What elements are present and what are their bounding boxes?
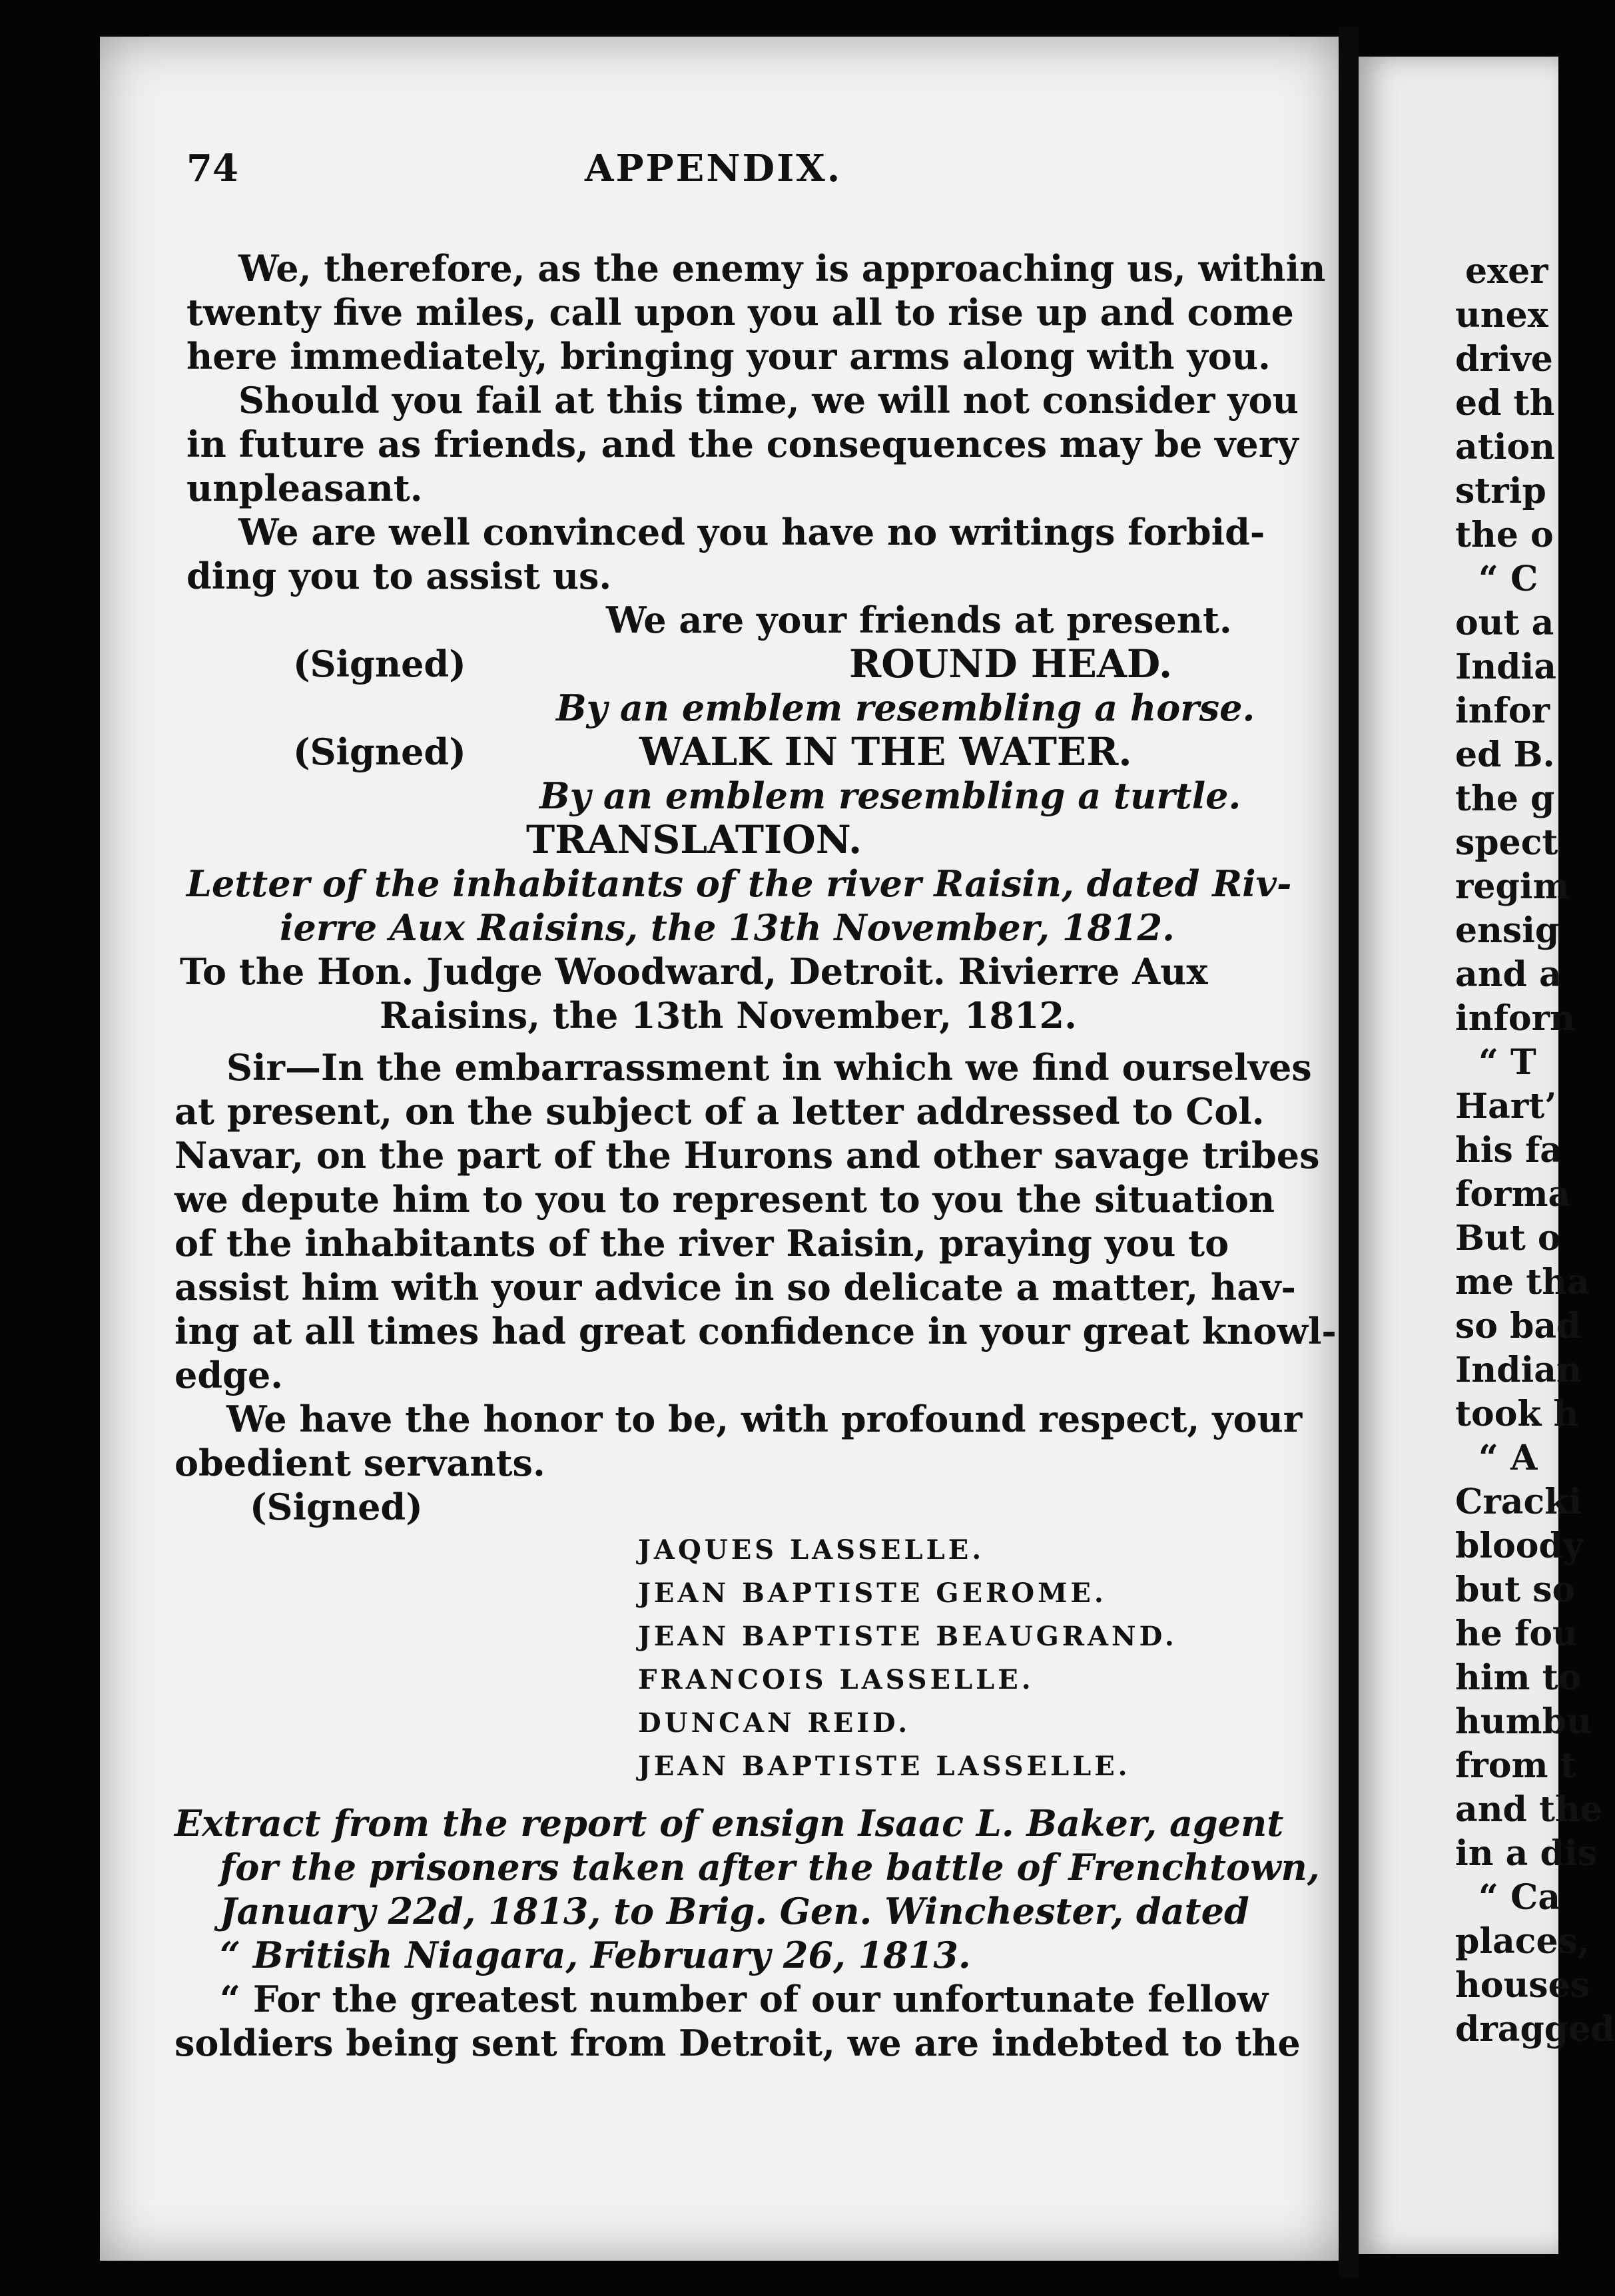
fragment-line: Indian xyxy=(1455,1350,1582,1390)
body-line: Should you fail at this time, we will not consider you xyxy=(238,379,1299,422)
fragment-line: bloody xyxy=(1455,1526,1584,1566)
fragment-line: “ Ca xyxy=(1478,1877,1561,1918)
fragment-line: But o xyxy=(1455,1218,1561,1259)
fragment-line: spect xyxy=(1455,822,1558,863)
body-line: We are well convinced you have no writings forbid- xyxy=(238,511,1265,553)
fragment-line: exer xyxy=(1465,251,1548,292)
signed-label: (Signed) xyxy=(293,643,466,685)
fragment-line: and the xyxy=(1455,1789,1602,1830)
extract-line: for the prisoners taken after the battle of Frenchtown, xyxy=(220,1846,1320,1888)
fragment-line: regim xyxy=(1455,866,1570,907)
letter-line: we depute him to you to represent to you the situation xyxy=(174,1178,1275,1221)
fragment-line: humbu xyxy=(1455,1701,1592,1742)
closing-line: We are your friends at present. xyxy=(606,599,1232,641)
fragment-line: he fou xyxy=(1455,1613,1578,1654)
fragment-line: drive xyxy=(1455,339,1553,380)
letter-line: assist him with your advice in so delicate a matter, hav- xyxy=(174,1266,1296,1308)
letter-line: edge. xyxy=(174,1354,284,1396)
signed-label: (Signed) xyxy=(293,730,466,773)
fragment-line: ation xyxy=(1455,427,1555,467)
body-line: We, therefore, as the enemy is approaching us, within xyxy=(238,247,1326,290)
letter-closing-line: We have the honor to be, with profound respect, your xyxy=(226,1398,1303,1440)
letter-line: Navar, on the part of the Hurons and other savage tribes xyxy=(174,1134,1320,1177)
letter-line: Sir—In the embarrassment in which we find ourselves xyxy=(226,1046,1312,1089)
emblem-note: By an emblem resembling a turtle. xyxy=(539,774,1241,817)
letter-line: at present, on the subject of a letter addressed to Col. xyxy=(174,1090,1265,1133)
signatory: JEAN BAPTISTE LASSELLE. xyxy=(638,1751,1131,1782)
translation-heading: TRANSLATION. xyxy=(526,817,862,862)
signatory: JAQUES LASSELLE. xyxy=(638,1534,985,1566)
fragment-line: me tha xyxy=(1455,1262,1590,1302)
fragment-line: his fa xyxy=(1455,1130,1563,1171)
fragment-line: from t xyxy=(1455,1745,1576,1786)
fragment-line: so bad xyxy=(1455,1306,1581,1346)
signatory: FRANCOIS LASSELLE. xyxy=(638,1664,1034,1695)
fragment-line: “ T xyxy=(1478,1042,1536,1083)
final-line: “ For the greatest number of our unfortunate fellow xyxy=(220,1978,1269,2020)
fragment-line: but so xyxy=(1455,1570,1576,1610)
fragment-line: in a dis xyxy=(1455,1833,1597,1874)
emblem-note: By an emblem resembling a horse. xyxy=(556,687,1255,729)
page-number: 74 xyxy=(186,146,238,190)
fragment-line: Hart’ xyxy=(1455,1086,1557,1127)
final-line: soldiers being sent from Detroit, we are indebted to the xyxy=(174,2022,1301,2064)
fragment-line: places, xyxy=(1455,1921,1590,1962)
letter-title-line: ierre Aux Raisins, the 13th November, 1812. xyxy=(280,906,1175,949)
left-page xyxy=(100,37,1339,2261)
signed-label: (Signed) xyxy=(250,1486,423,1528)
signatory: JEAN BAPTISTE BEAUGRAND. xyxy=(638,1621,1177,1652)
signatory: JEAN BAPTISTE GEROME. xyxy=(638,1578,1107,1609)
body-line: unpleasant. xyxy=(186,467,423,509)
running-title: APPENDIX. xyxy=(585,146,842,190)
signatory: DUNCAN REID. xyxy=(638,1707,911,1739)
fragment-line: infor xyxy=(1455,691,1550,731)
fragment-line: dragged xyxy=(1455,2009,1615,2050)
address-line: Raisins, the 13th November, 1812. xyxy=(380,994,1077,1037)
book-gutter xyxy=(1339,27,1359,2277)
fragment-line: India xyxy=(1455,647,1556,687)
body-line: here immediately, bringing your arms along with you. xyxy=(186,335,1271,378)
body-line: ding you to assist us. xyxy=(186,555,612,597)
fragment-line: out a xyxy=(1455,603,1554,643)
fragment-line: strip xyxy=(1455,471,1546,511)
fragment-line: him to xyxy=(1455,1657,1582,1698)
address-line: To the Hon. Judge Woodward, Detroit. Rivierre Aux xyxy=(180,950,1208,993)
letter-line: of the inhabitants of the river Raisin, praying you to xyxy=(174,1222,1229,1265)
extract-line: “ British Niagara, February 26, 1813. xyxy=(220,1934,971,1976)
fragment-line: the g xyxy=(1455,778,1555,819)
fragment-line: “ C xyxy=(1478,559,1538,599)
fragment-line: took h xyxy=(1455,1394,1579,1434)
fragment-line: Cracki xyxy=(1455,1482,1582,1522)
extract-line: January 22d, 1813, to Brig. Gen. Winchester, dated xyxy=(220,1890,1249,1932)
fragment-line: the o xyxy=(1455,515,1554,555)
fragment-line: unex xyxy=(1455,295,1548,336)
signatory-name: WALK IN THE WATER. xyxy=(639,729,1132,774)
right-page-fragment xyxy=(1359,57,1615,2254)
fragment-line: forma xyxy=(1455,1174,1571,1215)
signatory-name: ROUND HEAD. xyxy=(849,641,1173,687)
fragment-line: inforn xyxy=(1455,998,1575,1039)
letter-line: ing at all times had great confidence in your great knowl- xyxy=(174,1310,1337,1352)
fragment-line: ed th xyxy=(1455,383,1555,424)
fragment-line: ensig xyxy=(1455,910,1560,951)
fragment-line: and a xyxy=(1455,954,1562,995)
body-line: in future as friends, and the consequences may be very xyxy=(186,423,1299,465)
fragment-line: ed B. xyxy=(1455,734,1555,775)
fragment-line: houses xyxy=(1455,1965,1590,2006)
letter-title-line: Letter of the inhabitants of the river Raisin, dated Riv- xyxy=(186,862,1292,905)
letter-closing-line: obedient servants. xyxy=(174,1442,545,1484)
fragment-line: “ A xyxy=(1478,1438,1538,1478)
body-line: twenty five miles, call upon you all to rise up and come xyxy=(186,291,1294,334)
extract-line: Extract from the report of ensign Isaac L. Baker, agent xyxy=(174,1802,1284,1845)
